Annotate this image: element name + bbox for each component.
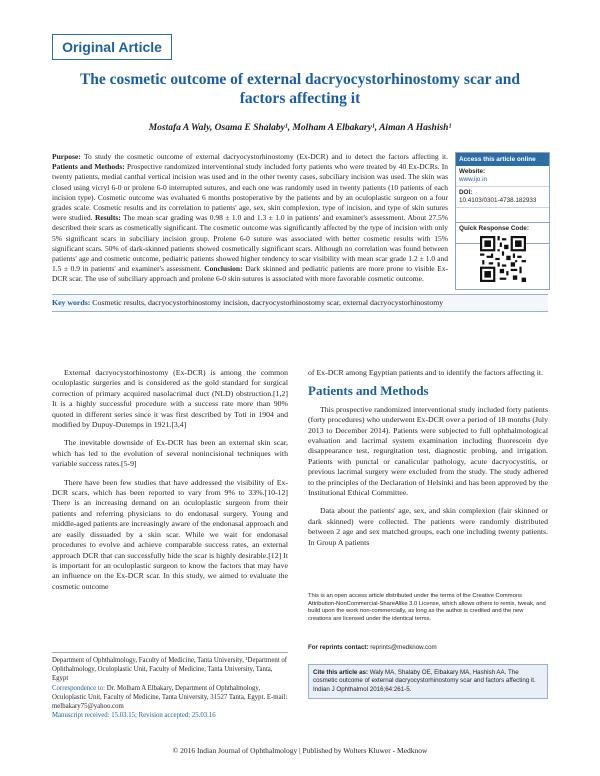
- keywords-label: Key words:: [52, 298, 91, 307]
- body-column-right: [308, 368, 548, 556]
- doi-link[interactable]: 10.4103/0301-4738.182933: [459, 197, 537, 204]
- doi-row: [456, 187, 549, 208]
- body-column-left: [52, 368, 288, 600]
- body-paragraph: There have been few studies that have addressed the visibility of Ex-DCR scars, which has been reported to vary from 9% to 33%.[10-12] There is an increasing demand on an oculoplastic surgeon from their patients and referring physicians to do endonasal surgery. Young and middle-aged patients are increasingly aware of the endonasal approach and are easily dissuaded by a skin scar. While we wait for endonasal procedures to evolve and achieve comparable success rates, an external approach DCR that can successfully hide the scar is highly desirable.[12] It is important for an oculoplastic surgeon to know the factors that may have an influence on the Ex-DCR scar. In this study, we aimed to evaluate the cosmetic outcome: [52, 477, 288, 591]
- correspondence-text: Dr. Molham A Elbakary, Department of Ophthalmology, Oculoplastic Unit, Faculty of Medicine, Tanta University, 31527 Tanta, Egypt. E-mail: melbakary75@yahoo.com: [52, 685, 288, 710]
- qr-code-label: Quick Response Code:: [459, 225, 529, 232]
- citation-text: Waly MA, Shalaby OE, Elbakary MA, Hashish AA. The cosmetic outcome of external dacryocystorhinostomy scar and factors affecting it. Indian J Ophthalmol 2016;64:261-5.: [313, 669, 536, 693]
- article-type-label: Original Article: [62, 39, 162, 55]
- abstract-conclusion-label: Conclusion:: [204, 264, 243, 274]
- affiliation-text: Department of Ophthalmology, Faculty of Medicine, Tanta University, ¹Department of Ophthalmology, Oculoplastic Unit, Faculty of Medicine, Tanta University, Tanta, Egypt: [52, 657, 287, 682]
- abstract-methods: Prospective randomized interventional study included forty patients who were treated by 40 Ex-DCRs. In twenty patients, medial canthal vertical incision was used and in the other twenty cases, subciliary incision was used. The skin was closed using vicryl 6-0 or prolene 6-0 interrupted sutures, and each one was randomly used in twenty patients (10 patients of each incision type). Cosmetic outcome was evaluated 6 months postoperative by the patients and by an oculoplastic surgeon on a four grades scale. Cosmetic results and its correlation to patients' age, sex, skin complexion, type of incision, and type of skin sutures were studied.: [52, 162, 448, 223]
- access-online-header: Access this article online: [456, 153, 549, 166]
- website-label: Website:: [459, 168, 486, 175]
- website-link[interactable]: www.ijo.in: [459, 176, 487, 183]
- affiliation-footnote: [52, 652, 288, 721]
- website-row: [456, 166, 549, 187]
- received-dates: Manuscript received: 15.03.15; Revision accepted: 25.03.16: [52, 711, 216, 719]
- body-paragraph: This prospective randomized interventional study included forty patients (forty procedures) who underwent Ex-DCR over a period of 18 months (July 2013 to December 2014). Patients were subjected to full ophthalmological evaluation and lacrimal system examination including fluorescein dye disappearance test, regurgitation test, diagnostic probing, and irrigation. Patients with punctal or canalicular pathology, acute dacryocystitis, or previous lacrimal surgery were excluded from the study. The study adhered to the principles of the Declaration of Helsinki and has been approved by the Institutional Ethical Committee.: [308, 404, 548, 498]
- correspondence-block: [52, 685, 288, 711]
- abstract: [52, 152, 448, 285]
- body-paragraph: External dacryocystorhinostomy (Ex-DCR) is among the common oculoplastic surgeries and is considered as the gold standard for surgical correction of primary acquired nasolacrimal duct (NLD) obstruction.[1,2] It is a highly successful procedure with a success rate more than 90% quoted in different series since it was first described by Toti in 1904 and modified by Dupuy-Dutemps in 1921.[3,4]: [52, 368, 288, 430]
- body-paragraph: The inevitable downside of Ex-DCR has been an external skin scar, which has led to the evolution of several nonincisional techniques with variable success rates.[5-9]: [52, 438, 288, 469]
- doi-label: DOI:: [459, 189, 473, 196]
- body-paragraph: of Ex-DCR among Egyptian patients and to identify the factors affecting it.: [308, 368, 544, 377]
- qr-code-box: [455, 222, 550, 290]
- reprints-email[interactable]: reprints@medknow.com: [370, 644, 437, 651]
- keywords-bar: [52, 294, 548, 312]
- page-footer: © 2016 Indian Journal of Ophthalmology | Published by Wolters Kluwer - Medknow: [172, 746, 428, 755]
- abstract-results: The mean scar grading was 0.98 ± 1.0 and 1.3 ± 1.0 in patients' and examiner's assessment. About 27.5% described their scars as cosmetically significant. The cosmetic outcome was significantly affected by the type of incision with only 5% significant scars in subciliary incision group. Prolene 6-0 suture was associated with better cosmetic results with 15% significant scars. 50% of dark-skinned patients showed cosmetically significant scars. Although no correlation was found between patients' age and cosmetic outcome, pediatric patients showed higher tendency to scar visibility with mean scar grade 1.2 ± 1.0 and 1.5 ± 0.9 in patients' and examiner's assessment.: [52, 213, 448, 274]
- abstract-purpose: To study the cosmetic outcome of external dacryocystorhinostomy (Ex-DCR) and to detect the factors affecting it.: [83, 152, 448, 161]
- citation-box: [308, 664, 548, 699]
- citation-label: Cite this article as:: [313, 669, 369, 676]
- section-heading: Patients and Methods: [308, 383, 429, 399]
- qr-code-icon[interactable]: [480, 236, 526, 282]
- body-paragraph: Data about the patients' age, sex, and skin complexion (fair skinned or dark skinned) were collected. The patients were randomly distributed between 2 age and sex matched groups, each one including twenty patients. In Group A patients: [308, 506, 548, 547]
- license-statement: This is an open access article distributed under the terms of the Creative Commons Attribution-NonCommercial-ShareAlike 3.0 License, which allows others to remix, tweak, and build upon the work non-commercially, as long as the author is credited and the new creations are licensed under the identical terms.: [308, 593, 546, 622]
- reprints-line: [308, 644, 548, 651]
- author-list: Mostafa A Waly, Osama E Shalaby¹, Molham A Elbakary¹, Aiman A Hashish¹: [148, 123, 452, 133]
- abstract-conclusion: Dark skinned and pediatric patients are more prone to visible Ex-DCR scar. The use of subciliary approach and prolene 6-0 skin sutures is associated with more favorable cosmetic outcome.: [52, 264, 449, 284]
- abstract-purpose-label: Purpose:: [52, 152, 81, 161]
- correspondence-label: Correspondence to:: [52, 685, 106, 693]
- abstract-methods-label: Patients and Methods:: [52, 162, 125, 172]
- reprints-label: For reprints contact:: [308, 644, 369, 651]
- article-type-badge: [52, 34, 172, 60]
- article-title: The cosmetic outcome of external dacryocystorhinostomy scar and factors affecting it: [79, 71, 521, 107]
- keywords-text: Cosmetic results, dacryocystorhinostomy incision, dacryocystorhinostomy scar, external dacryocystorhinostomy: [92, 298, 444, 307]
- abstract-results-label: Results:: [94, 213, 121, 223]
